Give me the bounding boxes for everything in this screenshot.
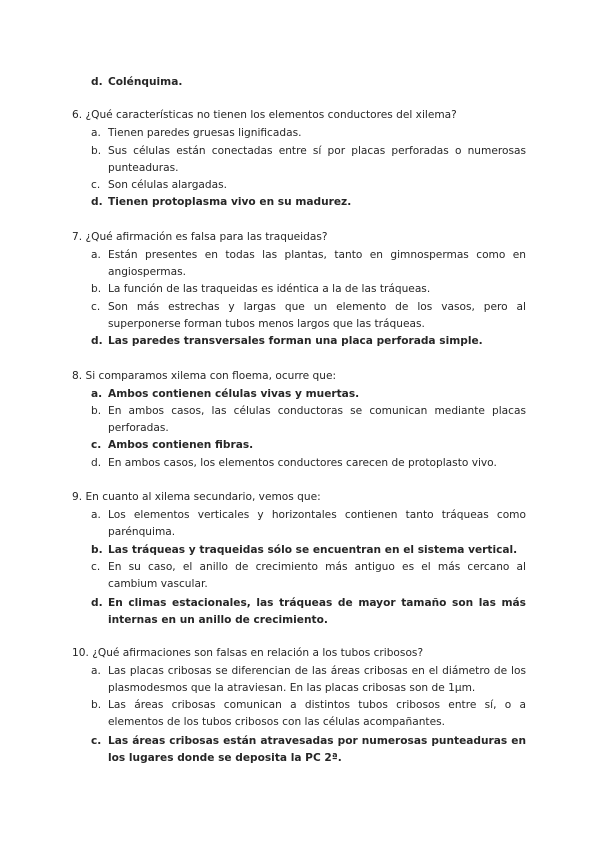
option-text: Colénquima. — [108, 76, 183, 88]
option-letter: c. — [91, 561, 101, 573]
option-text: En ambos casos, las células conductoras se comunican mediante placas perforadas. — [108, 405, 526, 435]
option-text: Están presentes en todas las plantas, tanto en gimnospermas como en angiospermas. — [108, 249, 526, 279]
option-letter: d. — [91, 457, 102, 469]
question-number: 8. — [72, 370, 83, 382]
option-letter: b. — [91, 405, 102, 417]
option-letter: d. — [91, 196, 103, 208]
option-letter: b. — [91, 544, 103, 556]
option-text: Son más estrechas y largas que un elemento de los vasos, pero al superponerse forman tubos menos largos que las tráqueas. — [108, 301, 526, 331]
option-text: Son células alargadas. — [108, 179, 228, 191]
option-text: Las áreas cribosas están atravesadas por numerosas punteaduras en los lugares donde se deposita la PC 2ª. — [108, 735, 526, 765]
option-text: Sus células están conectadas entre sí por placas perforadas o numerosas punteaduras. — [108, 145, 526, 175]
option-text: Ambos contienen fibras. — [108, 439, 254, 451]
question-number: 9. — [72, 491, 83, 503]
option-text: En su caso, el anillo de crecimiento más antiguo es el más cercano al cambium vascular. — [108, 561, 526, 591]
question-6 — [72, 108, 457, 123]
question-text: En cuanto al xilema secundario, vemos que: — [85, 491, 321, 503]
question-text: ¿Qué afirmaciones son falsas en relación a los tubos cribosos? — [92, 647, 424, 659]
option-letter: c. — [91, 301, 101, 313]
question-7 — [72, 230, 327, 245]
option-text: Las áreas cribosas comunican a distintos tubos cribosos entre sí, o a elementos de los tubos cribosos con las células acompañantes. — [108, 699, 526, 729]
option-letter: d. — [91, 597, 103, 609]
option-letter: c. — [91, 179, 101, 191]
option-text: Las paredes transversales forman una placa perforada simple. — [108, 335, 483, 347]
option-text: Tienen protoplasma vivo en su madurez. — [108, 196, 352, 208]
question-number: 10. — [72, 647, 89, 659]
option-letter: a. — [91, 388, 103, 400]
option-text: Las tráqueas y traqueidas sólo se encuentran en el sistema vertical. — [108, 544, 518, 556]
option-letter: a. — [91, 249, 101, 261]
option-text: La función de las traqueidas es idéntica a la de las tráqueas. — [108, 283, 431, 295]
option-text: Ambos contienen células vivas y muertas. — [108, 388, 360, 400]
option-letter: d. — [91, 335, 103, 347]
option-letter: b. — [91, 145, 102, 157]
option-letter: d. — [91, 76, 103, 88]
question-10 — [72, 646, 423, 661]
question-text: ¿Qué afirmación es falsa para las traqueidas? — [85, 231, 328, 243]
question-9 — [72, 490, 321, 505]
question-number: 6. — [72, 109, 83, 121]
option-letter: a. — [91, 127, 101, 139]
option-letter: c. — [91, 439, 102, 451]
option-letter: c. — [91, 735, 102, 747]
question-8 — [72, 369, 336, 384]
option-letter: a. — [91, 509, 101, 521]
option-text: En ambos casos, los elementos conductores carecen de protoplasto vivo. — [108, 457, 497, 469]
option-text: Las placas cribosas se diferencian de las áreas cribosas en el diámetro de los plasmodesmos que la atraviesan. En las placas cribosas son de 1µm. — [108, 665, 526, 695]
question-text: ¿Qué características no tienen los elementos conductores del xilema? — [85, 109, 457, 121]
option-letter: b. — [91, 699, 102, 711]
option-letter: b. — [91, 283, 102, 295]
option-text: En climas estacionales, las tráqueas de mayor tamaño son las más internas en un anillo de crecimiento. — [108, 597, 526, 627]
option-text: Tienen paredes gruesas lignificadas. — [108, 127, 302, 139]
option-letter: a. — [91, 665, 101, 677]
question-number: 7. — [72, 231, 83, 243]
option-text: Los elementos verticales y horizontales contienen tanto tráqueas como parénquima. — [108, 509, 526, 539]
question-text: Si comparamos xilema con floema, ocurre que: — [85, 370, 337, 382]
